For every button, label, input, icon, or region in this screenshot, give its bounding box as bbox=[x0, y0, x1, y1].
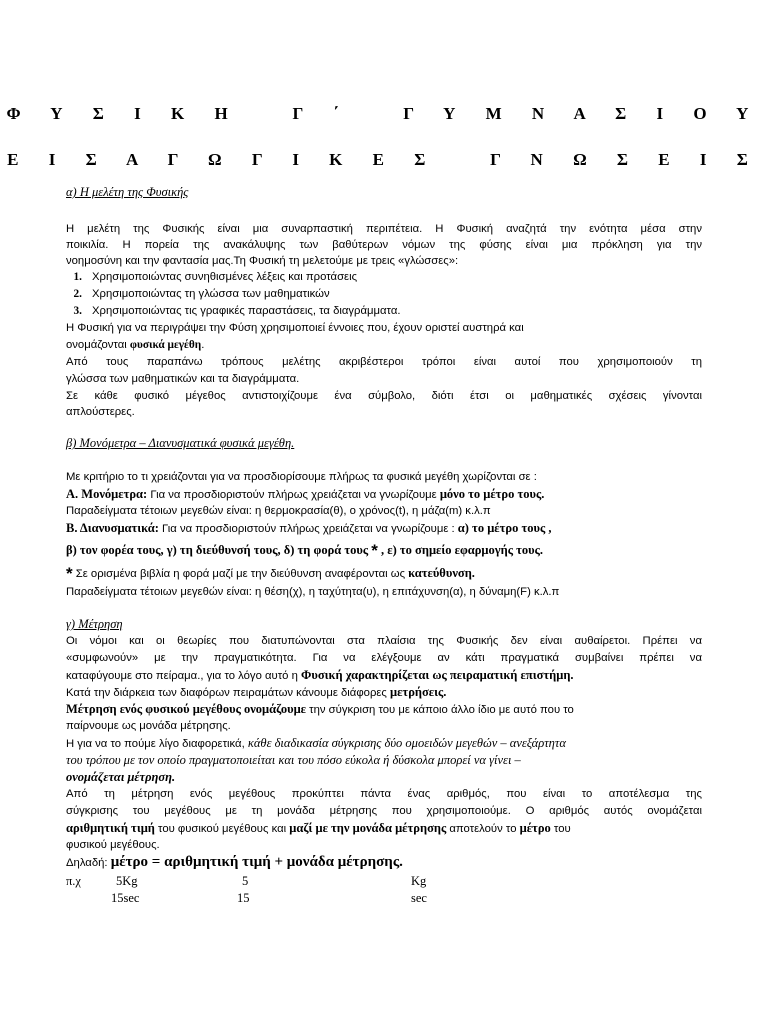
text-run: ονομάζονται bbox=[66, 339, 130, 351]
section-c-text bbox=[66, 685, 446, 701]
section-a-text: ποικιλία. Η πορεία της ανακάλυψης των βαθύτερων νόμων της φύσης είναι μια πρόκληση για την bbox=[66, 239, 702, 251]
list-item bbox=[66, 270, 357, 285]
section-c-text bbox=[66, 702, 574, 718]
list-number: 3. bbox=[73, 305, 82, 317]
list-item bbox=[66, 287, 330, 302]
section-b-text bbox=[66, 487, 544, 503]
bold-term: Α. Μονόμετρα: bbox=[66, 487, 148, 501]
italic-term: κάθε διαδικασία σύγκρισης δύο ομοειδών μεγεθών – ανεξάρτητα bbox=[247, 736, 566, 750]
asterisk: * bbox=[371, 541, 378, 560]
section-a-text: Από τους παραπάνω τρόπους μελέτης ακριβέστεροι τρόποι είναι αυτοί που χρησιμοποιούν τη bbox=[66, 356, 702, 368]
section-c-text: Οι νόμοι και οι θεωρίες που διατυπώνονται στα πλαίσια της Φυσικής δεν είναι αυθαίρετοι. Πρέπει να bbox=[66, 635, 702, 647]
text-run: Για να προσδιοριστούν πλήρως χρειάζεται να γνωρίζουμε bbox=[147, 489, 440, 501]
text-run: . bbox=[201, 339, 205, 351]
text-run: Σε ορισμένα βιβλία η φορά μαζί με την διεύθυνση αναφέρονται ως bbox=[72, 568, 409, 580]
section-c-text: «συμφωνούν» με την πραγματικότητα. Για να ελέγξουμε αν κάτι πραγματικά συμβαίνει πρέπει να bbox=[66, 652, 702, 664]
bold-term: αριθμητική τιμή bbox=[66, 821, 155, 835]
list-number: 1. bbox=[73, 271, 82, 283]
section-b-text bbox=[66, 543, 543, 559]
bold-term: β) τον φορέα τους, γ) τη διεύθυνσή τους, δ) τη φορά τους bbox=[66, 543, 369, 557]
example-value: 15 bbox=[237, 891, 250, 905]
page-title: Φ Υ Σ Ι Κ Η Γ ΄ Γ Υ Μ Ν Α Σ Ι Ο Υ bbox=[6, 104, 762, 123]
formula bbox=[66, 855, 403, 871]
text-run: καταφύγουμε στο πείραμα., για το λόγο αυτό η bbox=[66, 670, 302, 682]
bold-term: ονομάζεται μέτρηση. bbox=[66, 770, 176, 784]
bold-term: φυσικά μεγέθη bbox=[129, 339, 202, 351]
section-b-note bbox=[66, 566, 475, 582]
section-c-heading: γ) Μέτρηση bbox=[66, 617, 123, 631]
list-item bbox=[66, 304, 401, 319]
text-run: αποτελούν το bbox=[446, 823, 520, 835]
section-a-heading: α) Η μελέτη της Φυσικής bbox=[66, 185, 189, 199]
section-b-text: Παραδείγματα τέτοιων μεγεθών είναι: η θέση(χ), η ταχύτητα(υ), η επιτάχυνση(α), η δύναμη(F) κ.λ.π bbox=[66, 586, 560, 598]
text-run: Για να προσδιοριστούν πλήρως χρειάζεται να γνωρίζουμε : bbox=[158, 523, 458, 535]
list-text: Χρησιμοποιώντας συνηθισμένες λέξεις και προτάσεις bbox=[92, 271, 358, 283]
list-text: Χρησιμοποιώντας τις γραφικές παραστάσεις, τα διαγράμματα. bbox=[92, 305, 401, 317]
list-text: Χρησιμοποιώντας τη γλώσσα των μαθηματικών bbox=[92, 288, 330, 300]
bold-term: μαζί με την μονάδα μέτρησης bbox=[289, 821, 447, 835]
bold-term: μόνο το μέτρο τους. bbox=[439, 487, 545, 501]
asterisk: * bbox=[66, 564, 73, 583]
section-b-text bbox=[66, 521, 551, 537]
section-c-text: φυσικού μεγέθους. bbox=[66, 839, 160, 851]
section-b-text: Παραδείγματα τέτοιων μεγεθών είναι: η θερμοκρασία(θ), ο χρόνος(t), η μάζα(m) κ.λ.π bbox=[66, 505, 491, 517]
section-c-text: παίρνουμε ως μονάδα μέτρησης. bbox=[66, 720, 231, 732]
section-a-text: απλούστερες. bbox=[66, 406, 135, 418]
section-c-text: του τρόπου με τον οποίο πραγματοποιείται και του πόσο εύκολα ή δύσκολα μπορεί να γίνει – bbox=[66, 753, 521, 767]
section-c-text bbox=[66, 668, 574, 684]
example-value: 5 bbox=[242, 874, 249, 888]
text-run: Η για να το πούμε λίγο διαφορετικά, bbox=[66, 738, 248, 750]
text-run: του bbox=[550, 823, 571, 835]
section-a-text: νοημοσύνη και την φαντασία μας.Τη Φυσική τη μελετούμε με τρεις «γλώσσες»: bbox=[66, 255, 459, 267]
section-c-text bbox=[66, 736, 566, 752]
bold-term: Β. Διανυσματικά: bbox=[66, 521, 159, 535]
text-run: Δηλαδή: bbox=[66, 857, 111, 869]
section-b-heading: β) Μονόμετρα – Διανυσματικά φυσικά μεγέθη. bbox=[66, 436, 295, 450]
text-run: Κατά την διάρκεια των διαφόρων πειραμάτων κάνουμε διάφορες bbox=[66, 687, 390, 699]
section-a-text bbox=[66, 338, 204, 353]
section-b-text: Με κριτήριο το τι χρειάζονται για να προσδιορίσουμε πλήρως τα φυσικά μεγέθη χωρίζονται σε : bbox=[66, 471, 537, 483]
example-label: π.χ bbox=[66, 874, 81, 888]
section-c-text: Από τη μέτρηση ενός μεγέθους προκύπτει πάντα ένας αριθμός, που είναι το αποτέλεσμα της bbox=[66, 788, 702, 800]
section-a-text: Η Φυσική για να περιγράψει την Φύση χρησιμοποιεί έννοιες που, έχουν οριστεί αυστηρά και bbox=[66, 322, 524, 334]
text-run: την σύγκριση του με κάποιο άλλο ίδιο με αυτό που το bbox=[306, 704, 574, 716]
section-c-text bbox=[66, 821, 571, 837]
section-a-text: γλώσσα των μαθηματικών και τα διαγράμματα. bbox=[66, 373, 300, 385]
formula-text: μέτρο = αριθμητική τιμή + μονάδα μέτρησης. bbox=[110, 854, 403, 870]
example-unit: Kg bbox=[411, 874, 427, 888]
bold-term: μετρήσεις. bbox=[390, 685, 447, 699]
text-run: του φυσικού μεγέθους και bbox=[154, 823, 290, 835]
bold-term: μέτρο bbox=[519, 821, 551, 835]
bold-term: Μέτρηση ενός φυσικού μεγέθους ονομάζουμε bbox=[66, 702, 307, 716]
bold-term: , ε) το σημείο εφαρμογής τους. bbox=[377, 543, 544, 557]
example-full: 15sec bbox=[111, 891, 140, 905]
bold-term: α) το μέτρο τους , bbox=[457, 521, 552, 535]
example-full: 5Kg bbox=[116, 874, 138, 888]
page-subtitle: Ε Ι Σ Α Γ Ω Γ Ι Κ Ε Σ Γ Ν Ω Σ Ε Ι Σ bbox=[7, 150, 761, 169]
bold-term: Φυσική χαρακτηρίζεται ως πειραματική επιστήμη. bbox=[301, 668, 574, 682]
list-number: 2. bbox=[73, 288, 82, 300]
bold-term: κατεύθυνση. bbox=[408, 566, 475, 580]
section-c-text: σύγκρισης του μεγέθους με τη μονάδα μέτρησης που χρησιμοποιούμε. Ο αριθμός αυτός ονομάζεται bbox=[66, 805, 702, 817]
section-a-text: Σε κάθε φυσικό μέγεθος αντιστοιχίζουμε ένα σύμβολο, διότι έτσι οι μαθηματικές σχέσεις γίνονται bbox=[66, 390, 702, 402]
section-a-text: Η μελέτη της Φυσικής είναι μια συναρπαστική περιπέτεια. Η Φυσική αναζητά την ενότητα μέσα στην bbox=[66, 223, 702, 235]
example-unit: sec bbox=[411, 891, 427, 905]
